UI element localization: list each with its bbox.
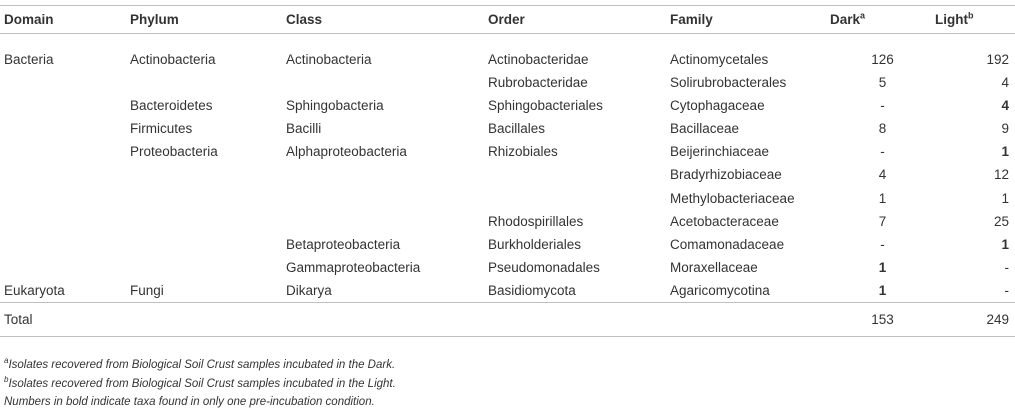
cell-family: Bacillaceae: [670, 120, 740, 136]
cell-light: 192: [986, 51, 1009, 67]
cell-phylum: Proteobacteria: [130, 144, 218, 160]
cell-phylum: Actinobacteria: [130, 51, 216, 67]
cell-family: Solirubrobacterales: [670, 74, 787, 90]
cell-domain: [0, 71, 130, 94]
cell-dark: 7: [878, 213, 887, 229]
cell-class: [286, 210, 488, 233]
cell-light: 1: [1001, 190, 1009, 206]
cell-class: Betaproteobacteria: [286, 236, 401, 252]
cell-domain: Eukaryota: [4, 283, 65, 299]
cell-family: Moraxellaceae: [670, 260, 758, 276]
total-empty-cell: [670, 302, 830, 336]
footnote-b-mark: b: [4, 374, 9, 384]
cell-phylum: Bacteroidetes: [130, 97, 213, 113]
cell-light: 25: [993, 213, 1009, 229]
cell-dark: 1: [878, 260, 887, 276]
footnotes: [4, 356, 396, 412]
cell-domain: [0, 117, 130, 140]
footnote-b-text: Isolates recovered from Biological Soil Crust samples incubated in the Light.: [8, 377, 396, 390]
cell-domain: [0, 256, 130, 279]
total-row: [0, 302, 1015, 336]
footnote-a-text: Isolates recovered from Biological Soil Crust samples incubated in the Dark.: [8, 359, 396, 371]
cell-family: Bradyrhizobiaceae: [670, 167, 782, 183]
cell-phylum: [130, 210, 286, 233]
cell-domain: [0, 186, 130, 209]
cell-family: Beijerinchiaceae: [670, 144, 770, 160]
footnote-b: [4, 375, 396, 394]
total-light: 249: [935, 302, 1015, 336]
cell-order: Burkholderiales: [488, 236, 582, 252]
cell-light: 12: [993, 167, 1009, 183]
cell-dark: -: [880, 97, 885, 113]
cell-light: 9: [1001, 120, 1009, 136]
table-row: [0, 71, 1015, 94]
cell-dark: -: [880, 144, 885, 160]
cell-domain: [0, 94, 130, 117]
cell-domain: [0, 163, 130, 186]
cell-class: [286, 71, 488, 94]
header-class: Class: [286, 6, 488, 34]
header-light-footnote-mark: b: [968, 10, 974, 21]
cell-order: Sphingobacteriales: [488, 97, 603, 113]
cell-class: Dikarya: [286, 283, 332, 299]
cell-family: Agaricomycotina: [670, 283, 770, 299]
table-body: [0, 34, 1015, 303]
footnote-bold-note: Numbers in bold indicate taxa found in only one pre-incubation condition.: [4, 396, 375, 408]
cell-phylum: [130, 186, 286, 209]
cell-class: Gammaproteobacteria: [286, 260, 421, 276]
cell-family: Comamonadaceae: [670, 236, 785, 252]
cell-phylum: [130, 233, 286, 256]
cell-light: -: [1004, 260, 1009, 276]
table-row: [0, 94, 1015, 117]
taxonomy-table: [0, 5, 1015, 337]
cell-order: Bacillales: [488, 120, 546, 136]
cell-order: Pseudomonadales: [488, 260, 600, 276]
total-empty-cell: [130, 302, 286, 336]
cell-dark: 1: [878, 190, 887, 206]
table-row: [0, 34, 1015, 71]
cell-phylum: [130, 163, 286, 186]
total-empty-cell: [286, 302, 488, 336]
cell-class: [286, 163, 488, 186]
cell-dark: 4: [878, 167, 887, 183]
table-row: [0, 210, 1015, 233]
header-family: Family: [670, 6, 830, 34]
table-row: [0, 163, 1015, 186]
cell-order: Rhizobiales: [488, 144, 558, 160]
cell-family: Methylobacteriaceae: [670, 190, 795, 206]
cell-class: Sphingobacteria: [286, 97, 384, 113]
cell-phylum: [130, 71, 286, 94]
cell-domain: [0, 210, 130, 233]
cell-light: 1: [1001, 236, 1009, 252]
cell-dark: 1: [878, 283, 887, 299]
cell-light: 4: [1001, 97, 1009, 113]
footnote-a-mark: a: [4, 356, 9, 366]
cell-dark: -: [880, 236, 885, 252]
cell-class: Actinobacteria: [286, 51, 372, 67]
cell-order: Actinobacteridae: [488, 51, 589, 67]
header-phylum: Phylum: [130, 6, 286, 34]
cell-phylum: [130, 256, 286, 279]
header-dark-footnote-mark: a: [860, 10, 866, 21]
header-domain: Domain: [0, 6, 130, 34]
cell-family: Cytophagaceae: [670, 97, 765, 113]
cell-domain: [0, 233, 130, 256]
total-label: Total: [0, 302, 130, 336]
cell-order: Rhodospirillales: [488, 213, 584, 229]
cell-phylum: Fungi: [130, 283, 164, 299]
table-row: [0, 279, 1015, 302]
header-row: [0, 6, 1015, 34]
cell-domain: Bacteria: [4, 51, 54, 67]
cell-class: Bacilli: [286, 120, 322, 136]
cell-order: [488, 186, 670, 209]
cell-light: -: [1004, 283, 1009, 299]
total-empty-cell: [488, 302, 670, 336]
cell-domain: [0, 140, 130, 163]
table-row: [0, 186, 1015, 209]
footnote-a: [4, 356, 396, 375]
cell-class: [286, 186, 488, 209]
table-row: [0, 140, 1015, 163]
total-dark: 153: [830, 302, 935, 336]
table-row: [0, 256, 1015, 279]
table-row: [0, 233, 1015, 256]
cell-family: Acetobacteraceae: [670, 213, 779, 229]
cell-dark: 8: [878, 120, 887, 136]
cell-class: Alphaproteobacteria: [286, 144, 407, 160]
cell-phylum: Firmicutes: [130, 120, 193, 136]
table-row: [0, 117, 1015, 140]
cell-family: Actinomycetales: [670, 51, 769, 67]
cell-dark: 5: [878, 74, 887, 90]
header-light-label: Light: [935, 12, 968, 27]
cell-light: 4: [1001, 74, 1009, 90]
header-dark: [830, 6, 935, 34]
header-dark-label: Dark: [830, 12, 861, 27]
cell-order: Basidiomycota: [488, 283, 576, 299]
cell-dark: 126: [871, 51, 894, 67]
header-light: [935, 6, 1015, 34]
header-order: Order: [488, 6, 670, 34]
cell-order: [488, 163, 670, 186]
cell-light: 1: [1001, 144, 1009, 160]
cell-order: Rubrobacteridae: [488, 74, 588, 90]
